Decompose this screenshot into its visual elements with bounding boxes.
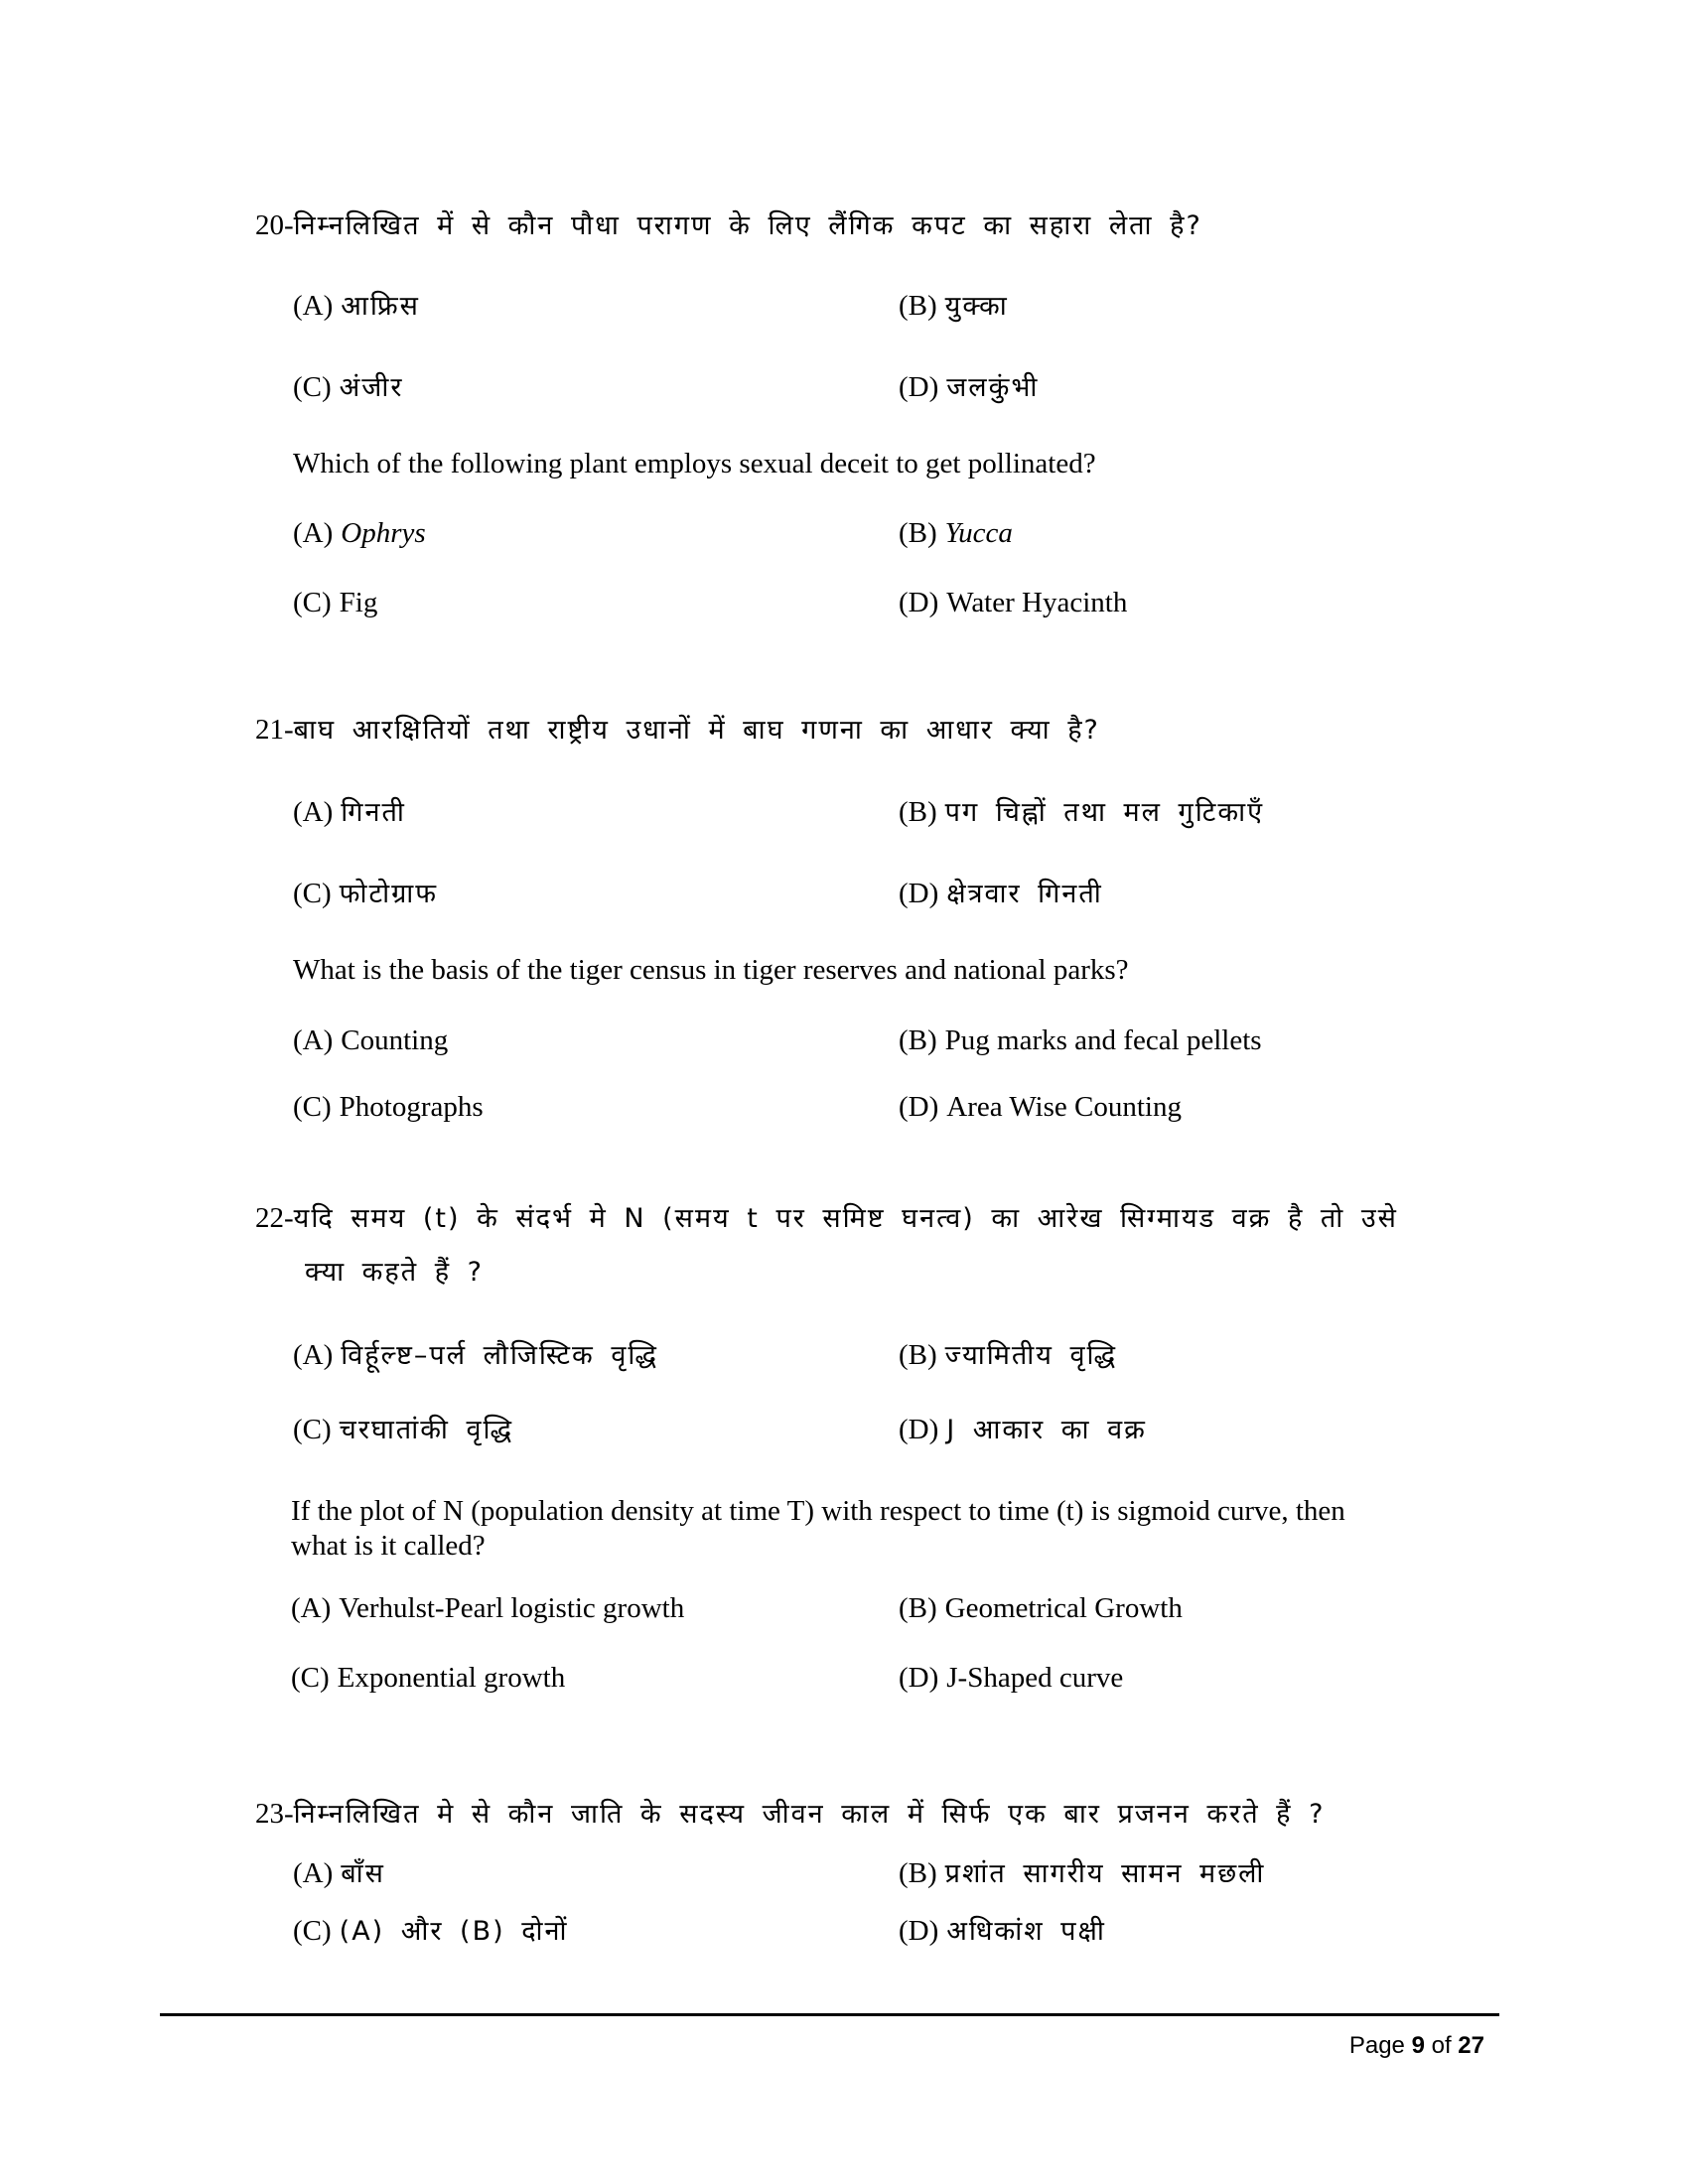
option-text: (A) और (B) दोनों bbox=[339, 1916, 569, 1947]
option-text: विर्हूल्ष्ट–पर्ल लौजिस्टिक वृद्धि bbox=[341, 1340, 658, 1371]
option-label: (B) bbox=[899, 796, 937, 828]
q22-hindi-option-d bbox=[899, 1412, 1147, 1447]
option-label: (A) bbox=[293, 517, 334, 549]
option-label: (C) bbox=[293, 1414, 332, 1445]
q21-hindi-option-a bbox=[293, 794, 406, 830]
option-text: आफ्रिस bbox=[341, 291, 420, 322]
option-label: (C) bbox=[293, 587, 332, 618]
q21-hindi-option-b bbox=[899, 794, 1264, 830]
option-label: (C) bbox=[293, 1915, 332, 1947]
option-text: युक्का bbox=[944, 291, 1009, 322]
option-label: (B) bbox=[899, 1592, 937, 1624]
option-text: J आकार का वक्र bbox=[946, 1415, 1147, 1445]
q23-hindi-option-b bbox=[899, 1855, 1265, 1891]
option-text: Geometrical Growth bbox=[944, 1592, 1183, 1624]
q20-english-option-b bbox=[899, 515, 1013, 551]
option-label: (D) bbox=[899, 587, 939, 618]
question-number: 23- bbox=[255, 1798, 294, 1830]
q20-english-option-d bbox=[899, 585, 1127, 620]
option-label: (D) bbox=[899, 1662, 939, 1694]
option-text: बाँस bbox=[341, 1858, 385, 1889]
option-label: (D) bbox=[899, 1915, 939, 1947]
q21-hindi-option-c bbox=[293, 876, 438, 911]
option-text: Water Hyacinth bbox=[946, 587, 1128, 618]
page-total: 27 bbox=[1458, 2032, 1484, 2059]
question-22-hindi-line2: क्या कहते हैं ? bbox=[305, 1257, 484, 1288]
q23-hindi-option-d bbox=[899, 1913, 1106, 1949]
of-word: of bbox=[1431, 2032, 1452, 2059]
option-label: (D) bbox=[899, 371, 939, 403]
question-text: बाघ आरक्षितियों तथा राष्ट्रीय उधानों में बाघ गणना का आधार क्या है? bbox=[293, 715, 1100, 746]
option-text: पग चिह्नों तथा मल गुटिकाएँ bbox=[944, 797, 1265, 828]
option-label: (B) bbox=[899, 1339, 937, 1371]
option-text: गिनती bbox=[341, 797, 406, 828]
option-label: (C) bbox=[293, 878, 332, 909]
option-text: चरघातांकी वृद्धि bbox=[339, 1415, 514, 1445]
question-number: 20- bbox=[255, 209, 294, 241]
q21-english-option-a bbox=[293, 1023, 448, 1058]
option-text: J-Shaped curve bbox=[946, 1662, 1124, 1694]
option-text: Ophrys bbox=[341, 517, 426, 549]
option-label: (A) bbox=[293, 1339, 334, 1371]
q21-english-option-c bbox=[293, 1089, 484, 1125]
page-word: Page bbox=[1348, 2032, 1405, 2059]
question-20-english: Which of the following plant employs sexual deceit to get pollinated? bbox=[293, 448, 1096, 479]
option-text: क्षेत्रवार गिनती bbox=[946, 879, 1103, 909]
q23-hindi-option-c bbox=[293, 1913, 569, 1949]
q20-english-option-a bbox=[293, 515, 426, 551]
option-label: (A) bbox=[293, 290, 334, 322]
q22-hindi-option-a bbox=[293, 1337, 658, 1373]
option-label: (D) bbox=[899, 1091, 939, 1123]
option-text: ज्यामितीय वृद्धि bbox=[944, 1340, 1118, 1371]
option-text: Verhulst-Pearl logistic growth bbox=[339, 1592, 685, 1624]
question-text: निम्नलिखित में से कौन पौधा परागण के लिए लैंगिक कपट का सहारा लेता है? bbox=[293, 210, 1202, 241]
question-22-english-line1: If the plot of N (population density at time T) with respect to time (t) is sigmoid curve, then bbox=[291, 1495, 1345, 1527]
option-label: (A) bbox=[293, 796, 334, 828]
q20-hindi-option-d bbox=[899, 369, 1039, 405]
option-label: (C) bbox=[291, 1662, 330, 1694]
option-text: फोटोग्राफ bbox=[339, 879, 439, 909]
page-current: 9 bbox=[1411, 2032, 1425, 2059]
option-text: Exponential growth bbox=[337, 1662, 566, 1694]
question-22-english-line2: what is it called? bbox=[291, 1530, 486, 1562]
option-text: अंजीर bbox=[339, 372, 404, 403]
option-label: (B) bbox=[899, 1857, 937, 1889]
q21-english-option-d bbox=[899, 1089, 1182, 1125]
q20-hindi-option-a bbox=[293, 288, 420, 324]
question-20-hindi bbox=[255, 207, 1202, 243]
option-text: Counting bbox=[341, 1024, 449, 1056]
option-label: (B) bbox=[899, 290, 937, 322]
question-22-hindi-line1 bbox=[255, 1200, 1398, 1236]
q22-english-option-a bbox=[291, 1590, 684, 1626]
q22-english-option-d bbox=[899, 1660, 1123, 1696]
option-text: अधिकांश पक्षी bbox=[946, 1916, 1106, 1947]
page-number bbox=[1349, 2031, 1484, 2061]
question-21-hindi bbox=[255, 712, 1100, 748]
q20-hindi-option-b bbox=[899, 288, 1009, 324]
question-number: 22- bbox=[255, 1202, 294, 1234]
option-label: (A) bbox=[293, 1857, 334, 1889]
q20-hindi-option-c bbox=[293, 369, 403, 405]
option-text: Pug marks and fecal pellets bbox=[944, 1024, 1262, 1056]
question-number: 21- bbox=[255, 714, 294, 746]
option-label: (B) bbox=[899, 1024, 937, 1056]
option-label: (D) bbox=[899, 1414, 939, 1445]
q22-hindi-option-b bbox=[899, 1337, 1117, 1373]
option-text: Photographs bbox=[339, 1091, 484, 1123]
option-label: (D) bbox=[899, 878, 939, 909]
option-label: (A) bbox=[291, 1592, 332, 1624]
option-text: Fig bbox=[339, 587, 378, 618]
footer-divider bbox=[160, 2013, 1499, 2016]
option-text: Yucca bbox=[944, 517, 1013, 549]
q21-hindi-option-d bbox=[899, 876, 1103, 911]
question-text: यदि समय (t) के संदर्भ मे N (समय t पर समिष्ट घनत्व) का आरेख सिग्मायड वक्र है तो उसे bbox=[293, 1203, 1398, 1234]
option-label: (C) bbox=[293, 1091, 332, 1123]
q22-english-option-c bbox=[291, 1660, 565, 1696]
option-label: (C) bbox=[293, 371, 332, 403]
q20-english-option-c bbox=[293, 585, 377, 620]
q22-hindi-option-c bbox=[293, 1412, 513, 1447]
option-label: (A) bbox=[293, 1024, 334, 1056]
option-text: जलकुंभी bbox=[946, 372, 1040, 403]
option-label: (B) bbox=[899, 517, 937, 549]
q23-hindi-option-a bbox=[293, 1855, 385, 1891]
q22-english-option-b bbox=[899, 1590, 1183, 1626]
question-text: निम्नलिखित मे से कौन जाति के सदस्य जीवन काल में सिर्फ एक बार प्रजनन करते हैं ? bbox=[293, 1799, 1326, 1830]
question-23-hindi bbox=[255, 1796, 1325, 1832]
option-text: Area Wise Counting bbox=[946, 1091, 1182, 1123]
q21-english-option-b bbox=[899, 1023, 1262, 1058]
option-text: प्रशांत सागरीय सामन मछली bbox=[944, 1858, 1266, 1889]
question-21-english: What is the basis of the tiger census in tiger reserves and national parks? bbox=[293, 954, 1129, 986]
